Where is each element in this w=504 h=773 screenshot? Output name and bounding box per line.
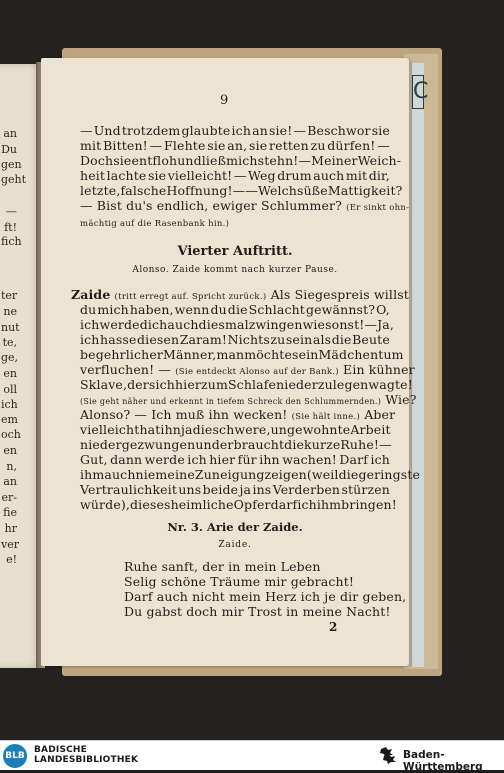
word: ihm [316,497,342,512]
word: ihn [259,452,280,467]
word: Flehte [164,138,206,153]
left-page-fragment: te, [2,336,17,349]
right-page [41,58,421,666]
word: Schlafe [227,377,277,392]
word: ließ [201,153,227,168]
word: an [252,123,268,138]
left-page-fragment: Du [1,143,17,156]
word: sie [113,153,132,168]
blb-name-line2: LANDESBIBLIOTHEK [34,755,139,765]
blb-name[interactable] [34,745,138,765]
word: ja [180,422,193,437]
word: dir, [368,168,390,183]
word: — [298,153,312,168]
word: Bitten! [103,138,148,153]
line-text: — Bist du's endlich, ewiger Schlummer? [80,198,342,213]
word: (weil [306,467,339,482]
line-text: Als Siegespreis willst [270,287,409,302]
word: ja [239,482,252,497]
word: Schlacht [248,302,305,317]
left-page-fragment: er- [1,491,17,504]
word: die [331,332,352,347]
word: niederzulegen [276,377,369,392]
text-line [80,215,390,231]
left-page-fragment: e! [6,553,17,566]
word: Mattigkeit? [327,183,403,198]
word: ich [370,452,390,467]
speaker-name: Zaide [71,287,111,302]
word: sein [285,332,313,347]
text-line [80,423,390,437]
left-page-fragment: geht [1,173,27,186]
word: sie [371,123,390,138]
word: ihm [80,467,105,482]
text-line [80,303,390,317]
word: — [245,183,258,198]
word: meine [155,467,195,482]
word: süße [297,183,328,198]
word: wachen! [282,452,337,467]
word: ich [187,452,207,467]
word: er [219,437,234,452]
word: Welch [257,183,298,198]
left-page-fragment: ich [1,398,18,411]
stage-direction: (Sie hält inne.) [291,412,361,422]
word: für [237,452,257,467]
blb-logo-icon[interactable]: BLB [3,744,27,768]
word: Beschwor [307,123,371,138]
left-page-fragment: ver [1,538,19,551]
text-line [80,317,395,332]
word: dann [110,452,143,467]
word: Opfer [233,497,271,512]
left-page-fragment: nut [1,321,20,334]
word: und [177,153,202,168]
left-page-fragment: en [3,444,17,457]
word: Ruhe! [340,437,380,452]
word: ich [231,123,252,138]
left-page-fragment: ge, [1,351,19,364]
word: Weich- [357,153,402,168]
word: beide [202,482,239,497]
word: wie [302,317,326,332]
word: falsche [120,183,167,198]
text-line [80,139,390,153]
word: auch [313,168,345,183]
word: Beute [352,332,390,347]
word: Arbeit [350,422,391,437]
word: braucht [233,437,285,452]
word: die [284,437,305,452]
scene-persons: Alonso. Zaide kommt nach kurzer Pause. [132,265,338,275]
word: uns [178,482,202,497]
word: Zuneigung [194,467,265,482]
verse-line: Ruhe sanft, der in mein Leben [124,559,321,574]
word: du [80,302,97,317]
left-page-fragment: fie [3,506,17,519]
verse-line: Du gabst doch mir Trost in meine Nacht! [124,604,391,619]
word: wagte! [368,377,413,392]
word: man [216,347,245,362]
word: Nichts [227,332,270,347]
viewer-footer [0,740,504,773]
word: sie [147,168,167,183]
word: mit [80,138,102,153]
baden-wuerttemberg-label[interactable]: Baden-Württemberg [403,749,483,773]
word: zu [270,332,286,347]
word: sein [292,347,319,362]
page-number: 9 [220,93,229,108]
left-page-fragment: oll [3,383,17,396]
text-line [80,198,410,215]
word: bringen! [341,497,397,512]
word: — [377,138,390,153]
baden-wuerttemberg-lions-icon[interactable] [379,746,399,765]
word: diesmal [198,317,249,332]
word: werde [144,452,185,467]
word: sie [249,138,268,153]
word: sonst! [325,317,365,332]
left-page-fragment: an [3,475,17,488]
word: die [192,422,213,437]
word: mich [226,153,258,168]
word: vielleicht! [167,168,233,183]
word: — [80,123,93,138]
left-page-fragment: em [1,413,18,426]
word: Sklave, [80,377,128,392]
word: entfloh [131,153,178,168]
word: ich [297,497,317,512]
word: als [312,332,332,347]
word: Zaram! [179,332,228,347]
text-line [80,453,390,467]
word: Darf [339,452,369,467]
word: möchte [244,347,293,362]
text-line [80,377,413,392]
left-page-fragment: hr [4,522,17,535]
stage-direction: (Sie entdeckt Alonso auf der Bank.) [175,367,339,377]
word: nie [135,467,156,482]
aria-title: Nr. 3. Arie der Zaide. [167,520,303,534]
word: niedergezwungen [80,437,196,452]
word: — [233,168,247,183]
word: drum [277,168,312,183]
word: die [227,302,248,317]
word: Doch [80,153,114,168]
word: sie! [268,123,293,138]
word: die [338,467,359,482]
stage-direction: mächtig auf die Rasenbank hin.) [80,219,230,229]
word: zu [310,138,326,153]
word: — [149,138,163,153]
left-page-fragment: ter [1,289,18,302]
verse-line: Selig schöne Träume mir gebracht! [124,574,355,589]
word: letzte, [80,183,121,198]
edge-mark: C [412,75,424,109]
word: Gut, [80,452,108,467]
word: werde [99,317,140,332]
word: ihn [160,422,181,437]
word: Und [93,123,121,138]
text-line [80,467,421,482]
left-page-fragment: en [3,367,17,380]
word: hier [209,452,236,467]
word: trotzdem [121,123,181,138]
word: heimliche [170,497,234,512]
text-line [80,153,402,168]
word: ins [252,482,272,497]
stage-direction: (Sie geht näher und erkennt in tiefem Schreck den Schlummernden.) [80,397,382,406]
word: dürfen! [327,138,376,153]
word: begehrlicher [80,347,164,362]
scene-title: Vierter Auftritt. [177,244,293,259]
word: sich [148,377,175,392]
line-text: Ein kühner [343,362,415,377]
word: würde), [80,497,131,512]
verse-line: Darf auch nicht mein Herz ich je dir geben, [124,589,407,604]
word: — [379,437,392,452]
left-page-fragment: och [1,428,21,441]
word: retten [269,138,309,153]
word: ungewohnte [270,422,351,437]
blb-name-line1: BADISCHE [34,745,88,755]
left-page-fragment: an [3,127,17,140]
left-page-fragment: ne [3,305,17,318]
word: diesen [137,332,180,347]
text-line [80,333,390,347]
word: schwere, [212,422,271,437]
aria-singer: Zaide. [218,540,252,550]
word: kurze [304,437,341,452]
word: dieses [130,497,171,512]
word: auch [104,467,136,482]
line-text: Wie? [385,392,417,407]
word: O, [376,302,390,317]
left-page-fragment: gen [1,158,22,171]
text-line [80,183,403,198]
word: an, [227,138,248,153]
word: Ja, [377,317,395,332]
word: vielleicht [80,422,140,437]
word: der [127,377,149,392]
word: mit [345,168,368,183]
word: mich [97,302,129,317]
word: Verderben [272,482,341,497]
word: du [210,302,227,317]
word: Vertraulichkeit [80,482,178,497]
word: heit [80,168,106,183]
word: geringste [358,467,421,482]
text-line [80,438,390,452]
word: gewännst? [305,302,376,317]
word: zwingen [248,317,303,332]
word: ich [80,332,100,347]
text-line [80,124,390,138]
word: — [364,317,378,332]
text-line [80,169,390,183]
left-page-fragment: fich [1,235,22,248]
word: hier [174,377,202,392]
word: lachte [106,168,147,183]
text-line [80,347,404,362]
word: hasse [100,332,137,347]
line-text: Aber [364,407,396,422]
word: und [195,437,220,452]
left-page-fragment: n, [6,460,17,473]
word: sie [207,138,226,153]
text-line [80,483,390,497]
word: glaubte [181,123,231,138]
signature-mark: 2 [329,620,338,634]
word: haben, [129,302,174,317]
stage-direction: (Er sinkt ohn- [346,203,410,213]
text-line [80,497,397,512]
left-page-fragment: — [6,205,17,218]
word: stürzen [341,482,390,497]
word: ich [80,317,100,332]
word: zeigen [264,467,307,482]
word: wenn [174,302,210,317]
line-text: verfluchen! — [80,362,172,377]
word: hat [139,422,161,437]
word: — [232,183,246,198]
stage-direction: (tritt erregt auf. Spricht zurück.) [114,292,267,302]
word: Weg [248,168,276,183]
left-page-fragment: ft! [4,221,17,234]
word: zum [201,377,228,392]
word: Männer, [163,347,217,362]
word: Mädchentum [318,347,404,362]
word: darf [270,497,298,512]
word: Meiner [311,153,358,168]
word: stehn! [257,153,299,168]
word: dich [139,317,168,332]
word: — [293,123,307,138]
word: Hoffnung! [166,183,233,198]
word: auch [167,317,199,332]
line-text: Alonso? — Ich muß ihn wecken! [80,407,288,422]
